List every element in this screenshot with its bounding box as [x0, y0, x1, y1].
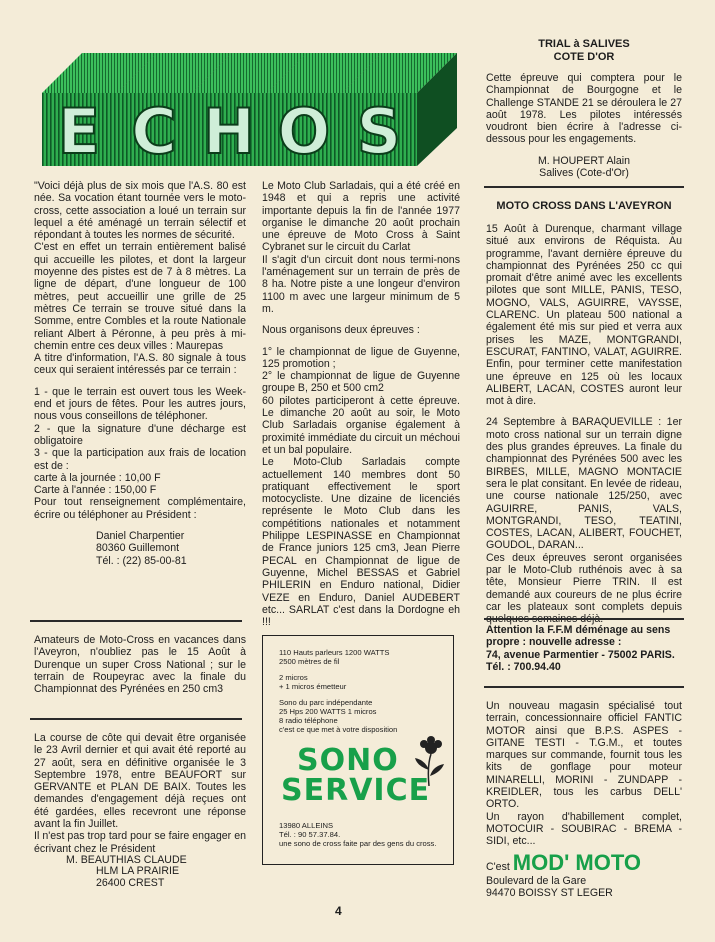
col1-article-as80: [34, 180, 246, 567]
divider: [484, 618, 684, 620]
divider: [484, 186, 684, 188]
sarladais-epreuves-title: Nous organisons deux épreuves :: [262, 324, 420, 337]
ad-speakers: 110 Hauts parleurs 1200 WATTS: [279, 648, 390, 657]
trial-heading: [486, 38, 682, 64]
aveyron-durenque: 15 Août à Durenque, charmant village situé aux environs de Réquista. Au programme, l'avant dernière épreuve du championnat des Pyrénées 250 cc qui promait d'être animé avec les excellents pilotes que sont MILLE, PANIS, TESO, MOGNO, VALS, AGUIRRE, VAYSSE, CLARENC. Un plateau 500 national a également été mis sur pied et verra aux prises les MAZE, MONTGRANDI, ESCURAT, FANTINO, VALAT, AGUIRRE. Enfin, pour terminer cette manifestation une épreuve en 125 où les locaux ALIBERT, LACAN, COSTES auront leur mot à dire.: [486, 223, 682, 408]
sarladais-intro: Le Moto Club Sarladais, qui a été créé en 1948 et qui a repris une activité importante depuis la fin de l'année 1977 organise le dimanche 20 août prochain une épreuve de Moto Cross à Saint Cybranet sur le circuit du Carlat Il s'agit d'un circuit dont nous termi-nons l'aménagement sur un terrain de près de 8 ha. Notre piste a une longeur d'environ 1100 m avec une largeur minimum de 5 m.: [262, 180, 460, 315]
col2-article-sarladais: [262, 180, 460, 637]
ad-disposition: c'est ce que met à votre disposition: [279, 725, 398, 734]
trial-text: Cette épreuve qui comptera pour le Championnat de Bourgogne et le Challenge STANDE 21 se déroulera le 27 août 1978. Les pilotes intéressés voudront bien écrire à l'adresse ci-dessous pour les engagements.: [486, 72, 682, 146]
as80-signature-address: 80360 Guillemont: [96, 542, 180, 555]
page-number: 4: [335, 904, 342, 918]
mod-moto-address: Boulevard de la Gare: [486, 874, 587, 887]
logo-letter-e: E: [57, 95, 101, 168]
as80-signature-phone: Tél. : (22) 85-00-81: [96, 554, 187, 567]
course-signature-address: HLM LA PRAIRIE: [96, 865, 180, 878]
mod-moto-city: 94470 BOISSY ST LEGER: [486, 887, 613, 900]
sono-service-ad: [262, 635, 454, 865]
ad-sono-park: Sono du parc indépendante: [279, 698, 373, 707]
ffm-phone: Tél. : 700.94.40: [486, 660, 561, 673]
ad-cable: 2500 mètres de fil: [279, 657, 340, 666]
col1-article-course-de-cote: [34, 732, 246, 889]
echos-logo: [42, 38, 482, 168]
ad-phone: Tél. : 90 57.37.84.: [279, 830, 341, 839]
mod-moto-text: Un nouveau magasin spécialisé tout terrain, concessionnaire officiel FANTIC MOTOR ainsi que B.P.S. ASPES - GITANE TESTI - T.G.M., et toutes marques sur commande, fournit tous les kits de gonflage pour moteur MINARELLI, MORINI - ZUNDAPP - KREIDLER, tous les carbus DELL' ORTO. Un rayon d'habillement complet, MOTOCUIR - SOUBIRAC - BREMA - SIDI, etc...: [486, 700, 682, 848]
col3-article-trial: [486, 38, 682, 179]
as80-signature-name: Daniel Charpentier: [96, 530, 185, 543]
ffm-line2: propre : nouvelle adresse :: [486, 636, 622, 649]
ffm-notice: [486, 624, 686, 673]
logo-letter-s: S: [356, 95, 402, 168]
ad-micros: 2 micros: [279, 673, 308, 682]
col3-article-mod-moto: [486, 700, 682, 899]
aveyron-baraqueville: 24 Septembre à BARAQUEVILLE : 1er moto cross national sur un terrain digne des plus grandes épreuves. La finale du championnat des Pyrénées 500 avec les BIRBES, MILLE, MAGNO MONTACIE sera le plat consitant. En levée de rideau, une course nationale 125/250, avec AGUIRRE, PANIS, VALS, MONTGRANDI, TESO, TEATINI, COSTES, LACAN, ALIBERT, FOUCHET, GOUDOL, DARAN... Ces deux épreuves seront organisées par le Moto-Club ruthénois avec à sa tête, Monsieur Pierre TRIN. Il est demandé aux coureurs de ne plus écrire car les plateaux sont complets depuis: [486, 416, 682, 613]
ffm-address: 74, avenue Parmentier - 75002 PARIS.: [486, 648, 675, 661]
trial-signature-place: Salives (Cote-d'Or): [539, 167, 629, 180]
col3-article-aveyron: [486, 200, 682, 635]
as80-intro: "Voici déjà plus de six mois que l'A.S. 80 est née. Sa vocation étant tournée vers le moto-cross, cette association a loué un terrain sur lequel a été aménagé un terrain sélectif et répondant à toutes les normes de sécurité. C'est en effet un terrain entièrement balisé qui accueille les pilotes, et dont la largeur moyenne des pistes est de 7 à 8 mètres. La ligne de départ, d'une longueur de 100 mètres, peut accueillir une grille de 25 mètres Ce terrain se trouve situé dans la Somme, entre Combles et la route Nationale reliant Albert à Péronne, à peu près à mi-chemin entre ces deux villes : Maurepas A titre d'information, l'A.S. 80 signale à tous ceux qui seraient intéressés par ce terrain :: [34, 180, 246, 377]
ad-radio: 8 radio téléphone: [279, 716, 338, 725]
as80-conditions: 1 - que le terrain est ouvert tous les Week-end et jours de fêtes. Pour les autres jours, nous vous conseillons de téléphoner. 2 - que la signature d'une décharge est obligatoire 3 - que la participation aux frais de location est de : carte à la journée : 10,00 F Carte à l'année : 150,00 F Pour tout renseignement complémentaire, écrire ou téléphoner au Président :: [34, 385, 246, 521]
mod-moto-brand: MOD' MOTO: [512, 849, 642, 875]
logo-letter-o: O: [277, 95, 331, 168]
logo-letter-c: C: [131, 95, 177, 168]
brand-sono: SONO: [297, 743, 399, 778]
divider: [30, 718, 242, 720]
course-signature-name: M. BEAUTHIAS CLAUDE: [66, 853, 187, 866]
aveyron-notice: Amateurs de Moto-Cross en vacances dans l'Aveyron, n'oubliez pas le 15 Août à Durenque un super Cross National ; sur le terrain de Roupeyrac avec la finale du Championnat des Pyrénées en 250 cm3: [34, 634, 246, 696]
trial-heading-line2: COTE D'OR: [553, 51, 615, 63]
logo-letter-h: H: [203, 95, 255, 168]
course-signature-city: 26400 CREST: [96, 876, 165, 889]
sarladais-details: 1° le championnat de ligue de Guyenne, 125 promotion ; 2° le championnat de ligue de Guyenne groupe B, 250 et 500 cm2 60 pilotes participeront à cette épreuve. Le dimanche 20 août au soir, le Moto Club Sarladais organise également à proximité immédiate du circuit un méchoui et un bal populaire. Le Moto-Club Sarladais compte actuellement 140 membres dont 50 pratiquant effectivement le sport motocycliste. Une dizaine de licenciés représente le Moto Club dans les compétitions nationales et notamment Philippe LESPINASSE en Championnat de France juniors 125 cm3, Jean Pierre PECAL en Championnat de ligue de Guyenne, Michel BESSAS et Gabriel PHILERIN en Enduro national, Didier VEZE en Enduro, Daniel AUDEBERT etc... SARLAT c'est dans la Dordogne eh !!!: [262, 345, 460, 629]
ad-address: 13980 ALLEINS: [279, 821, 334, 830]
divider: [30, 620, 242, 622]
aveyron-heading: MOTO CROSS DANS L'AVEYRON: [496, 200, 672, 212]
ad-hps: 25 Hps 200 WATTS 1 micros: [279, 707, 377, 716]
ad-micro-emitter: + 1 micros émetteur: [279, 682, 347, 691]
mod-moto-prefix: C'est: [486, 860, 510, 873]
trial-signature-name: M. HOUPERT Alain: [537, 154, 631, 167]
flower-icon: [411, 736, 447, 786]
trial-heading-line1: TRIAL à SALIVES: [538, 38, 630, 50]
ad-tagline: une sono de cross faite par des gens du cross.: [279, 839, 437, 848]
divider: [484, 686, 684, 688]
course-de-cote-text: La course de côte qui devait être organisée le 23 Avril dernier et qui avait été reporté au 27 août, sera en définitive organisée le 3 Septembre 1978, entre BEAUFORT sur GERVANTE et PLAN DE BAIX. Toutes les demandes d'engagement déjà reçues ont été gardées, elles recevront une réponse avant la fin Juillet. Il n'est pas trop tard pour se faire engager en écrivant chez le Président: [34, 732, 246, 855]
sono-service-logo: [281, 743, 431, 808]
brand-service: SERVICE: [281, 773, 431, 808]
col1-article-aveyron: [34, 634, 246, 704]
ffm-line1: Attention la F.F.M déménage au sens: [486, 624, 671, 636]
